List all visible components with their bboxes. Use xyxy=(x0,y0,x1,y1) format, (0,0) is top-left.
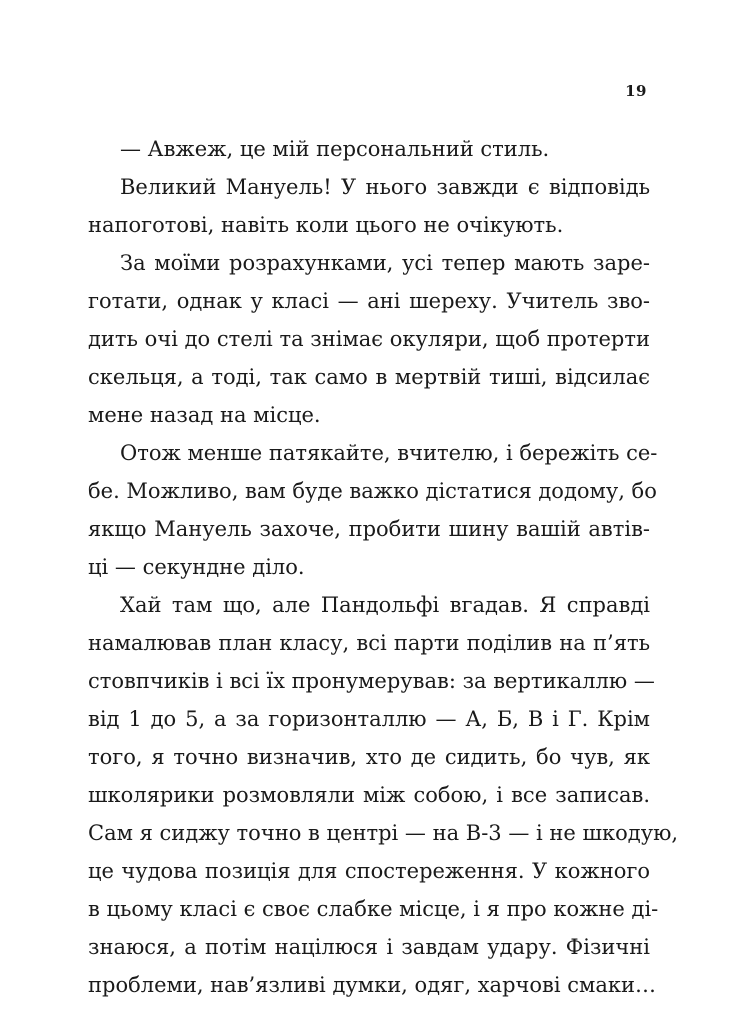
body-text xyxy=(88,130,679,1004)
text-line: напоготові, навіть коли цього не очікують. xyxy=(88,213,564,237)
text-line: це чудова позиція для спостереження. У кожного xyxy=(88,859,650,883)
text-line: мене назад на місце. xyxy=(88,403,321,427)
page-number: 19 xyxy=(625,82,647,100)
text-line: школярики розмовляли між собою, і все записав. xyxy=(88,783,650,807)
text-line: Сам я сиджу точно в центрі — на В-3 — і не шкодую, xyxy=(88,821,679,845)
text-line: намалював план класу, всі парти поділив на п’ять xyxy=(88,631,650,655)
text-line: дить очі до стелі та знімає окуляри, щоб протерти xyxy=(88,327,650,351)
text-line: в цьому класі є своє слабке місце, і я про кожне ді- xyxy=(88,897,659,921)
text-line: готати, однак у класі — ані шереху. Учитель зво- xyxy=(88,289,650,313)
text-line: ці — секундне діло. xyxy=(88,555,305,579)
text-line: Отож менше патякайте, вчителю, і бережіть се- xyxy=(120,441,658,465)
text-line: За моїми розрахунками, усі тепер мають заре- xyxy=(120,251,650,275)
text-line: проблеми, нав’язливі думки, одяг, харчові смаки… xyxy=(88,973,656,997)
text-line: стовпчиків і всі їх пронумерував: за вертикаллю — xyxy=(88,669,655,693)
text-line: того, я точно визначив, хто де сидить, бо чув, як xyxy=(88,745,650,769)
text-line: від 1 до 5, а за горизонталлю — А, Б, В і Г. Крім xyxy=(88,707,650,731)
text-line: якщо Мануель захоче, пробити шину вашій автів- xyxy=(88,517,650,541)
text-line: — Авжеж, це мій персональний стиль. xyxy=(120,137,550,161)
text-line: Хай там що, але Пандольфі вгадав. Я справді xyxy=(120,593,650,617)
text-line: бе. Можливо, вам буде важко дістатися додому, бо xyxy=(88,479,657,503)
text-line: Великий Мануель! У нього завжди є відповідь xyxy=(120,175,650,199)
text-line: знаюся, а потім націлюся і завдам удару. Фізичні xyxy=(88,935,650,959)
text-line: скельця, а тоді, так само в мертвій тиші, відсилає xyxy=(88,365,650,389)
